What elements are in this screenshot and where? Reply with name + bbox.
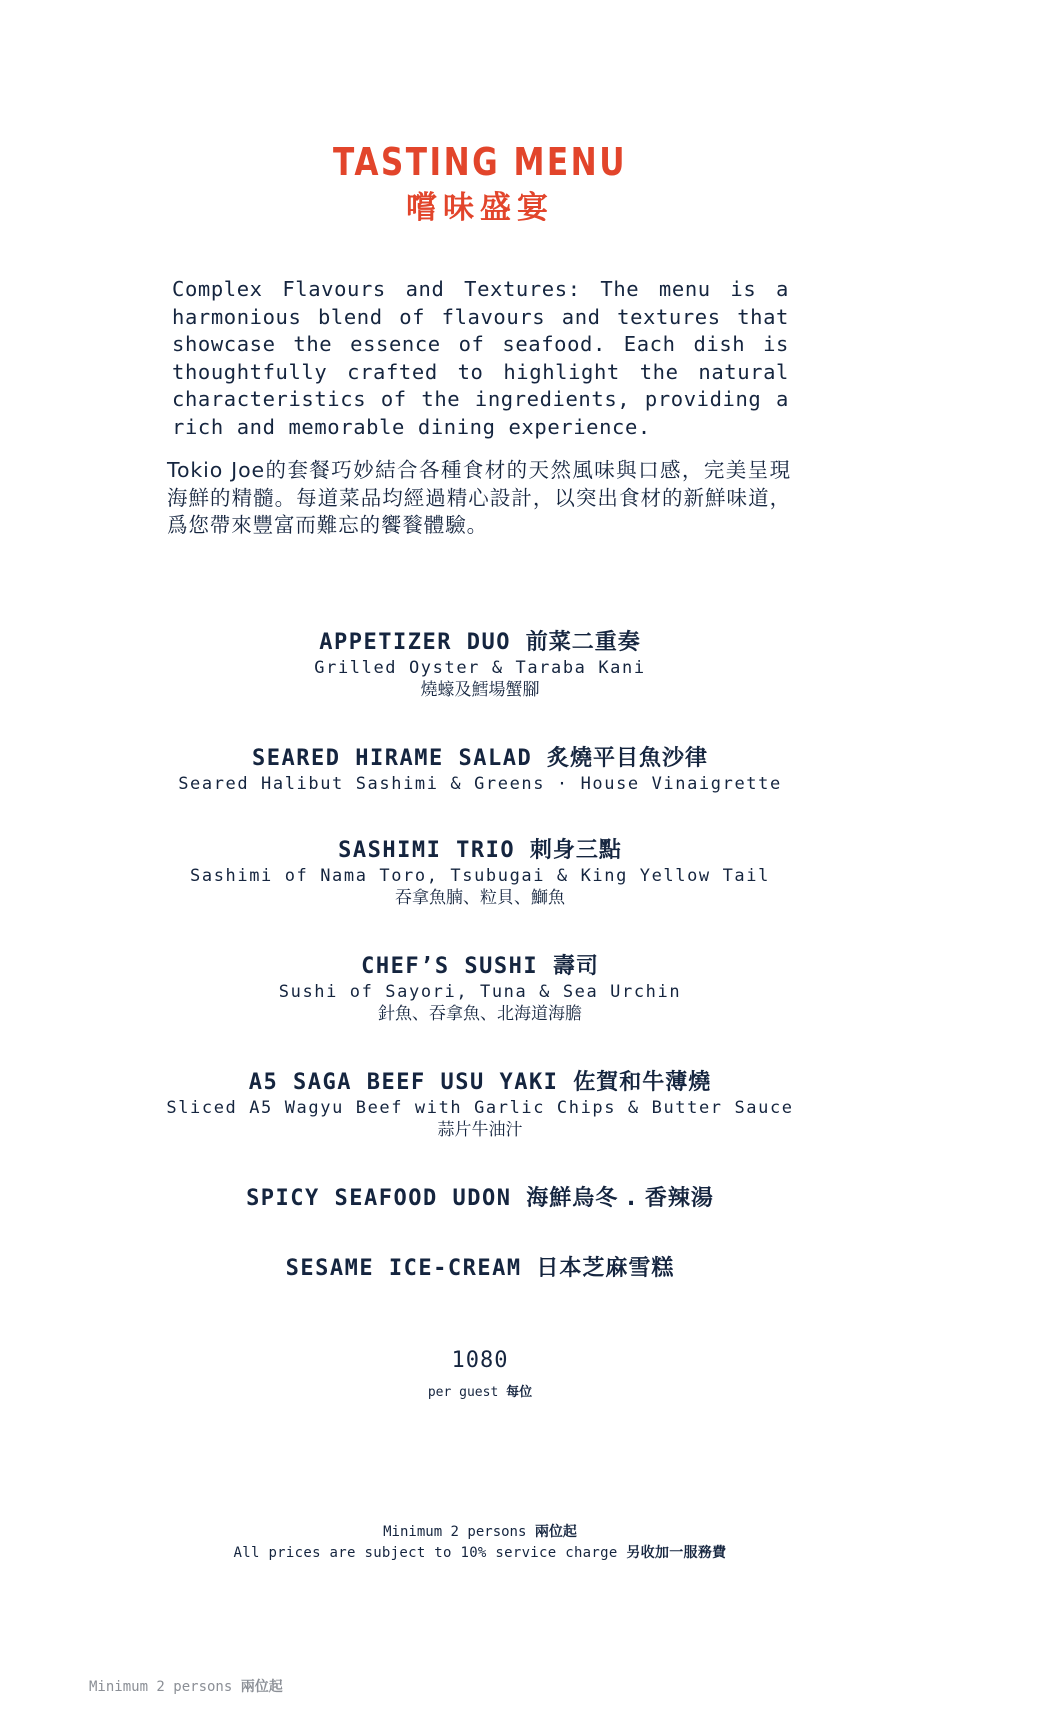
course-name: A5 SAGA BEEF USU YAKI <box>248 1070 559 1095</box>
course-description: Seared Halibut Sashimi & Greens · House Vinaigrette <box>178 774 782 794</box>
course-name-cn: 日本芝麻雪糕 <box>536 1256 675 1281</box>
minimum-label-cn: 兩位起 <box>534 1524 577 1540</box>
course-description-cn: 吞拿魚腩、粒貝、鰤魚 <box>395 888 565 908</box>
minimum-label: Minimum 2 persons <box>383 1524 527 1540</box>
course-name-cn: 佐賀和牛薄燒 <box>573 1070 712 1095</box>
per-guest-label-cn: 每位 <box>506 1385 533 1400</box>
intro-paragraph-en: Complex Flavours and Textures: The menu is a harmonious blend of flavours and textures that showcase the essence of seafood. Each dish is thoughtfully crafted to highlight the natural characteristics of the ingredients, providing a rich and memorable dining experience. <box>172 277 789 439</box>
service-charge-label: All prices are subject to 10% service charge <box>233 1545 618 1561</box>
course-item <box>0 1068 960 1141</box>
course-description: Sashimi of Nama Toro, Tsubugai & King Yellow Tail <box>190 866 770 886</box>
course-item <box>0 836 960 909</box>
footer-minimum-label: Minimum 2 persons <box>89 1679 233 1695</box>
course-item <box>0 1184 960 1214</box>
service-charge-note <box>0 1542 960 1562</box>
course-name: SESAME ICE-CREAM <box>285 1256 522 1281</box>
course-description-cn: 蒜片牛油汁 <box>437 1120 523 1140</box>
footer-minimum-label-cn: 兩位起 <box>240 1679 283 1695</box>
menu-title-cn: 嚐味盛宴 <box>406 190 554 226</box>
minimum-note <box>0 1521 960 1541</box>
per-guest-label: per guest <box>427 1385 499 1400</box>
course-description: Grilled Oyster & Taraba Kani <box>314 658 646 678</box>
footer-minimum-note <box>89 1676 283 1696</box>
course-name: SPICY SEAFOOD UDON <box>246 1186 512 1211</box>
course-name: CHEF’S SUSHI <box>361 954 539 979</box>
price: 1080 <box>451 1348 509 1373</box>
course-name-cn: 刺身三點 <box>529 838 622 863</box>
course-name-cn: 海鮮烏冬 . 香辣湯 <box>526 1186 714 1211</box>
course-name: APPETIZER DUO <box>319 630 511 655</box>
price-note <box>0 1381 960 1400</box>
course-name-cn: 壽司 <box>552 954 599 979</box>
menu-title: TASTING MENU <box>333 140 627 184</box>
course-description-cn: 燒蠔及鱈場蟹腳 <box>420 680 540 700</box>
course-name-cn: 炙燒平目魚沙律 <box>546 746 708 771</box>
intro-paragraph-cn: Tokio Joe的套餐巧妙結合各種食材的天然風味與口感，完美呈現海鮮的精髓。每道菜品均經過精心設計，以突出食材的新鮮味道，爲您帶來豐富而難忘的饗餮體驗。 <box>167 458 791 537</box>
course-description: Sliced A5 Wagyu Beef with Garlic Chips & Butter Sauce <box>166 1098 794 1118</box>
course-item <box>0 1254 960 1284</box>
course-item <box>0 628 960 701</box>
service-charge-label-cn: 另收加一服務費 <box>626 1545 727 1561</box>
course-description-cn: 針魚、吞拿魚、北海道海膽 <box>378 1004 582 1024</box>
course-name: SASHIMI TRIO <box>338 838 516 863</box>
course-name-cn: 前菜二重奏 <box>525 630 641 655</box>
course-name: SEARED HIRAME SALAD <box>252 746 533 771</box>
course-item <box>0 952 960 1025</box>
course-description: Sushi of Sayori, Tuna & Sea Urchin <box>278 982 682 1002</box>
course-item <box>0 744 960 795</box>
